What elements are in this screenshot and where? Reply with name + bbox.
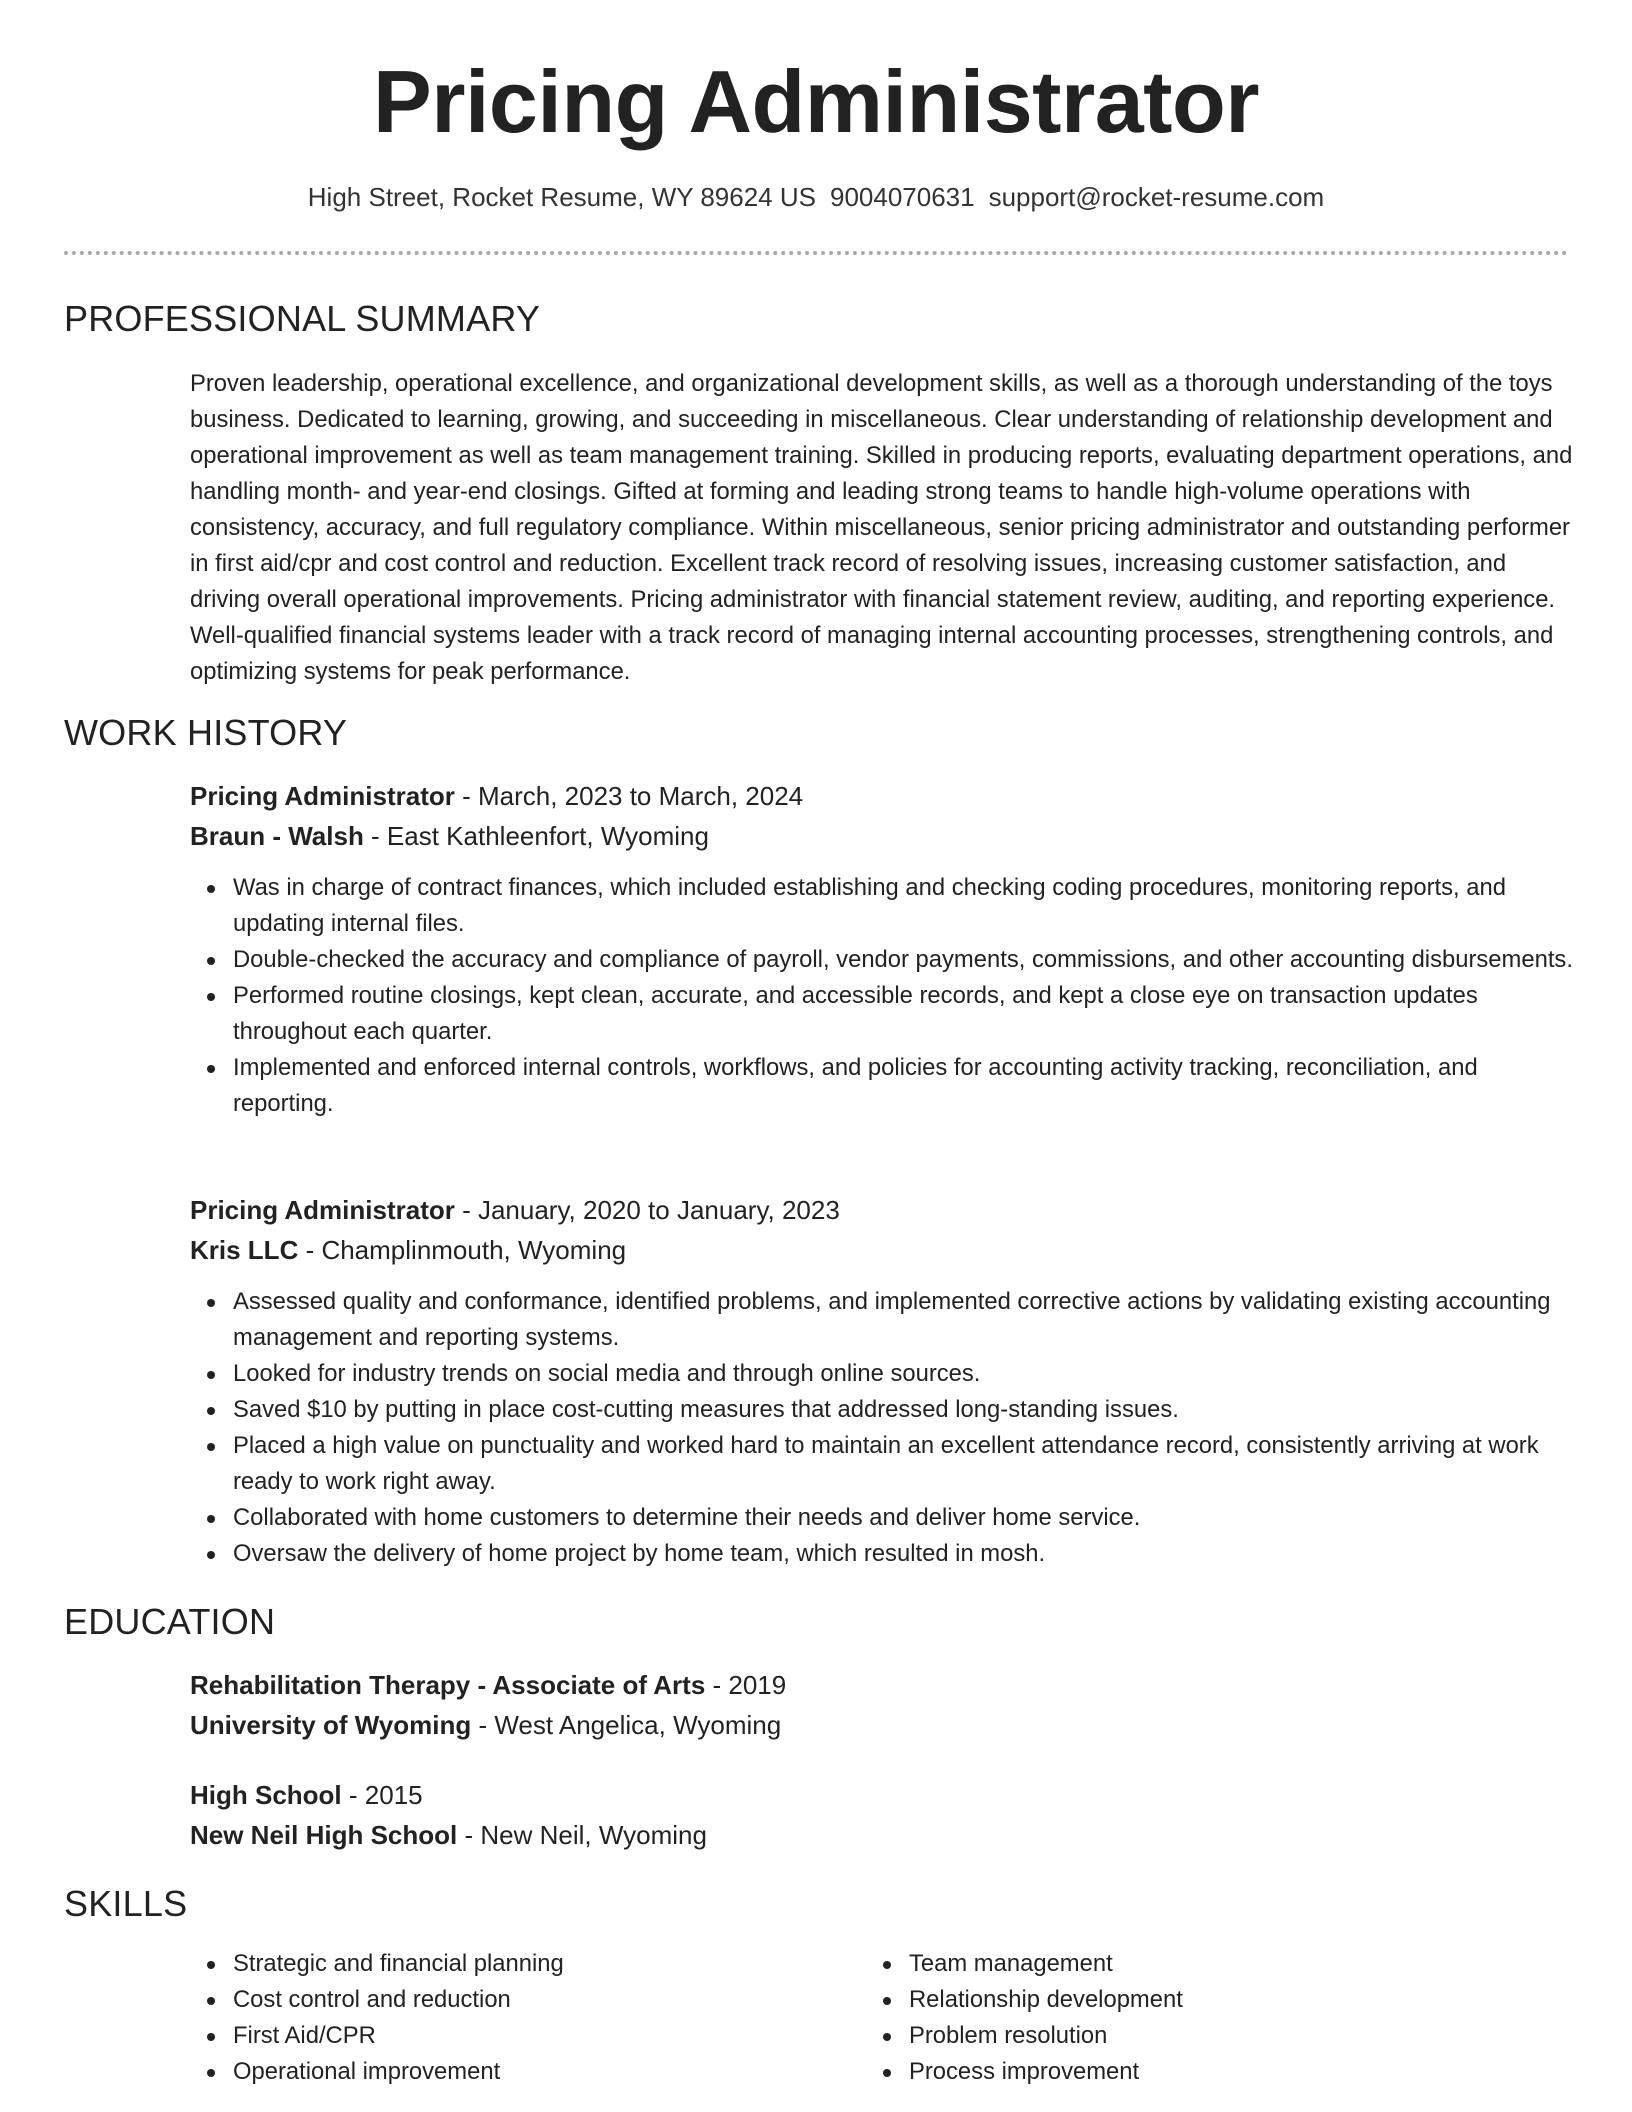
skill-item: Operational improvement [190, 2054, 564, 2090]
education-school: University of Wyoming [190, 1710, 472, 1740]
list-item: Oversaw the delivery of home project by home team, which resulted in mosh. [190, 1536, 1574, 1572]
contact-address: High Street, Rocket Resume, WY 89624 US [307, 182, 816, 212]
education-location: - New Neil, Wyoming [457, 1820, 707, 1850]
job-title-line [190, 1190, 840, 1230]
job-company: Braun - Walsh [190, 821, 364, 851]
skills-list-left [190, 1946, 564, 2090]
resume-name: Pricing Administrator [373, 52, 1259, 151]
summary-text: Proven leadership, operational excellence, and organizational development skills, as well as a thorough understanding of the toys business. Dedicated to learning, growing, and succeeding in miscellaneous. Clear understanding of relationship development and operational improvement as well as team management training. Skilled in producing reports, evaluating department operations, and handling month- and year-end closings. Gifted at forming and leading strong teams to handle high-volume operations with consistency, accuracy, and full regulatory compliance. Within miscellaneous, senior pricing administrator and outstanding performer in first aid/cpr and cost control and reduction. Excellent track record of resolving issues, increasing customer satisfaction, and driving overall operational improvements. Pricing administrator with financial statement review, auditing, and reporting experience. Well-qualified financial systems leader with a track record of managing internal accounting processes, strengthening controls, and optimizing systems for peak performance. [190, 370, 1573, 685]
skill-item: Relationship development [866, 1982, 1183, 2018]
list-item: Was in charge of contract finances, which included establishing and checking coding procedures, monitoring reports, and updating internal files. [190, 870, 1574, 942]
education-degree: High School [190, 1780, 342, 1810]
skills-list-right [866, 1946, 1183, 2090]
skill-item: Problem resolution [866, 2018, 1183, 2054]
contact-email: support@rocket-resume.com [988, 182, 1325, 212]
list-item: Collaborated with home customers to determine their needs and deliver home service. [190, 1500, 1574, 1536]
section-title-work-history: WORK HISTORY [64, 712, 348, 753]
list-item: Performed routine closings, kept clean, accurate, and accessible records, and kept a close eye on transaction updates throughout each quarter. [190, 978, 1574, 1050]
list-item: Double-checked the accuracy and compliance of payroll, vendor payments, commissions, and other accounting disbursements. [190, 942, 1574, 978]
list-item: Saved $10 by putting in place cost-cutting measures that addressed long-standing issues. [190, 1392, 1574, 1428]
job-role: Pricing Administrator [190, 781, 455, 811]
list-item: Assessed quality and conformance, identified problems, and implemented corrective actions by validating existing accounting management and reporting systems. [190, 1284, 1574, 1356]
education-year: - 2015 [341, 1780, 423, 1810]
education-school-line [190, 1705, 781, 1745]
job-role: Pricing Administrator [190, 1195, 455, 1225]
contact-phone: 9004070631 [829, 182, 975, 212]
job-location: - Champlinmouth, Wyoming [298, 1235, 627, 1265]
job-dates: - January, 2020 to January, 2023 [454, 1195, 840, 1225]
skill-item: Cost control and reduction [190, 1982, 564, 2018]
education-year: - 2019 [705, 1670, 787, 1700]
education-degree: Rehabilitation Therapy - Associate of Arts [190, 1670, 706, 1700]
education-degree-line [190, 1775, 423, 1815]
section-title-education: EDUCATION [64, 1601, 276, 1642]
job-company: Kris LLC [190, 1235, 299, 1265]
job-location: - East Kathleenfort, Wyoming [363, 821, 709, 851]
section-title-summary: PROFESSIONAL SUMMARY [64, 298, 541, 339]
education-degree-line [190, 1665, 786, 1705]
section-title-skills: SKILLS [64, 1883, 188, 1924]
skill-item: Team management [866, 1946, 1183, 1982]
education-school-line [190, 1815, 707, 1855]
job-dates: - March, 2023 to March, 2024 [454, 781, 804, 811]
education-school: New Neil High School [190, 1820, 458, 1850]
list-item: Implemented and enforced internal controls, workflows, and policies for accounting activity tracking, reconciliation, and reporting. [190, 1050, 1574, 1122]
skill-item: Strategic and financial planning [190, 1946, 564, 1982]
job-company-line [190, 1230, 626, 1270]
contact-line [0, 180, 1632, 214]
skill-item: First Aid/CPR [190, 2018, 564, 2054]
skill-item: Process improvement [866, 2054, 1183, 2090]
list-item: Looked for industry trends on social media and through online sources. [190, 1356, 1574, 1392]
job-bullets [190, 1284, 1574, 1572]
header-divider [64, 251, 1568, 255]
job-company-line [190, 816, 709, 856]
job-title-line [190, 776, 803, 816]
job-bullets [190, 870, 1574, 1122]
education-location: - West Angelica, Wyoming [471, 1710, 782, 1740]
list-item: Placed a high value on punctuality and worked hard to maintain an excellent attendance record, consistently arriving at work ready to work right away. [190, 1428, 1574, 1500]
